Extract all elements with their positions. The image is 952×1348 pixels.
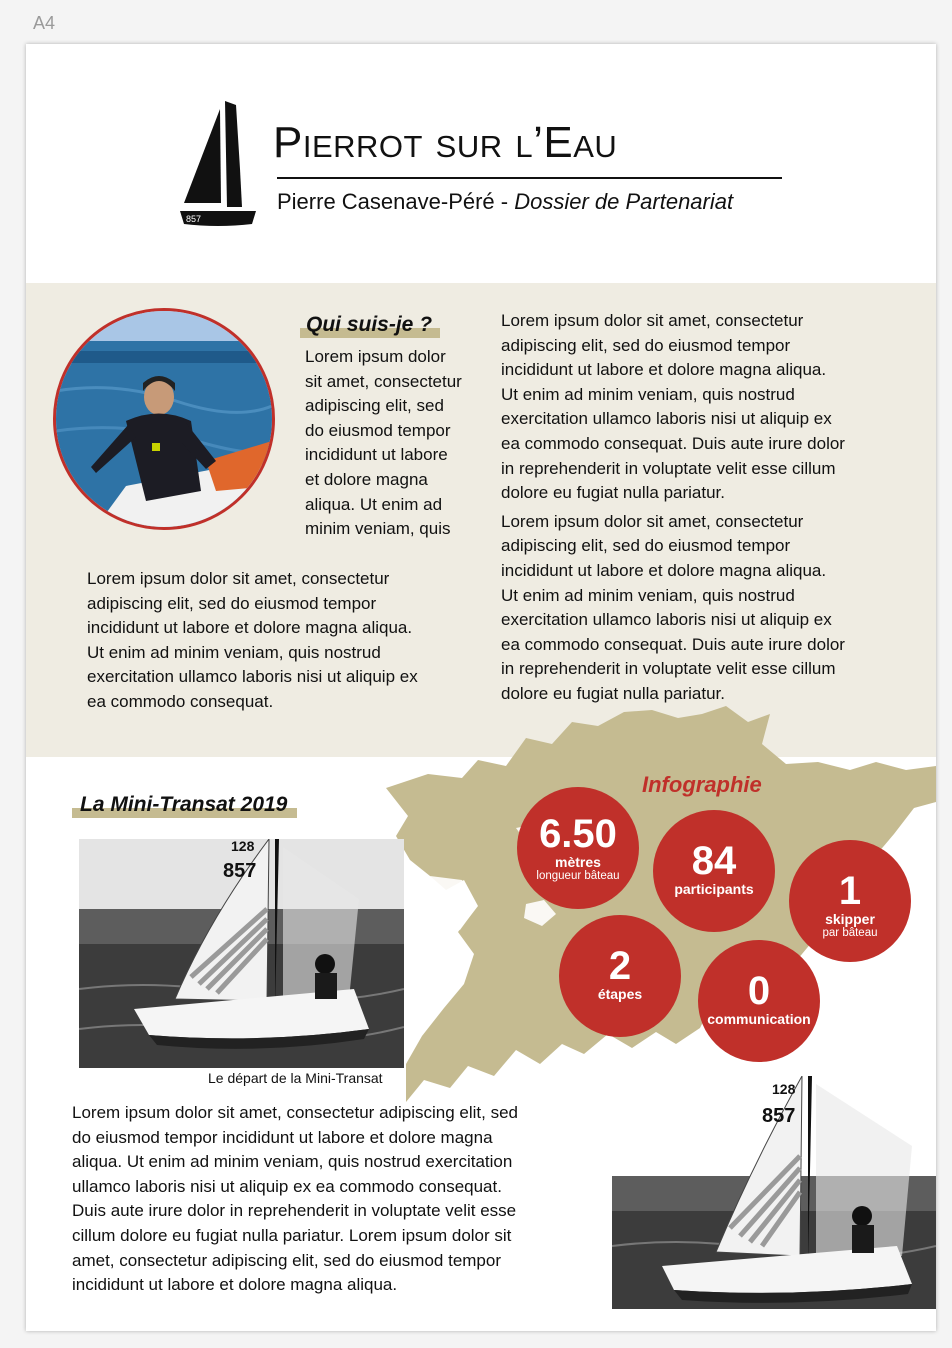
text-line: in reprehenderit in voluptate velit esse cillum — [501, 458, 836, 478]
text-line: in reprehenderit in voluptate velit esse cillum — [501, 659, 836, 679]
stat-label: participants — [674, 881, 754, 897]
stat-sublabel: par bâteau — [822, 927, 878, 939]
about-heading: Qui suis-je ? — [300, 312, 440, 338]
text-line: adipiscing elit, sed do eiusmod tempor — [501, 335, 791, 355]
logo-sail-number: 857 — [186, 214, 202, 224]
text-line: cillum dolore eu fugiat nulla pariatur. Lorem ipsum dolor sit — [72, 1225, 512, 1245]
about-intro-text — [305, 345, 515, 542]
stat-stages — [559, 915, 681, 1037]
stat-communication — [698, 940, 820, 1062]
sailboat-logo-icon — [180, 99, 264, 227]
text-line: exercitation ullamco laboris nisi ut aliquip ex — [87, 667, 418, 687]
stat-value: 2 — [608, 944, 632, 988]
text-line: incididunt ut labore — [305, 445, 448, 465]
text-line: Duis aute irure dolor in reprehenderit in voluptate velit esse — [72, 1201, 517, 1221]
stat-boat-length — [517, 787, 639, 909]
text-line: aliqua. Ut enim ad — [305, 494, 443, 514]
text-line: Lorem ipsum dolor sit amet, consectetur — [87, 569, 390, 588]
stat-label: skipper — [825, 911, 875, 927]
text-line: et dolore magna — [305, 469, 428, 489]
sailboat-photo-illustration-2 — [612, 1076, 936, 1309]
photo2-top-number: 128 — [772, 1081, 796, 1097]
text-line: dolore eu fugiat nulla pariatur. — [501, 483, 725, 503]
text-line: ea commodo consequat. — [87, 691, 274, 711]
text-line: adipiscing elit, sed — [305, 396, 444, 416]
a4-page — [26, 44, 936, 1331]
stat-skipper — [789, 840, 911, 962]
stat-label: communication — [707, 1011, 811, 1027]
photo2-sail-number: 857 — [762, 1105, 796, 1127]
text-line: sit amet, consectetur — [305, 371, 462, 391]
text-line: ea commodo consequat. Duis aute irure dolor — [501, 634, 845, 654]
race-body-text — [72, 1101, 592, 1298]
stat-value: 84 — [691, 839, 737, 883]
brand-title: Pierrot sur l’Eau — [273, 118, 618, 167]
photo-top-number: 128 — [231, 839, 255, 854]
infographic-title: Infographie — [642, 772, 762, 797]
text-line: incididunt ut labore et dolore magna aliqua. — [501, 360, 827, 380]
text-line: aliqua. Ut enim ad minim veniam, quis nostrud exercitation — [72, 1152, 513, 1172]
text-line: Lorem ipsum dolor sit amet, consectetur adipiscing elit, sed — [72, 1103, 518, 1122]
text-line: incididunt ut labore et dolore magna aliqua. — [87, 618, 413, 638]
stat-label: étapes — [597, 986, 643, 1002]
text-line: Ut enim ad minim veniam, quis nostrud — [87, 642, 381, 662]
about-right-paragraphs — [501, 309, 911, 707]
text-line: ullamco laboris nisi ut aliquip ex ea commodo consequat. — [72, 1176, 502, 1196]
photo-caption: Le départ de la Mini-Transat — [208, 1070, 383, 1086]
text-line: Lorem ipsum dolor sit amet, consectetur — [501, 511, 804, 531]
text-line: adipiscing elit, sed do eiusmod tempor — [87, 593, 377, 613]
text-line: exercitation ullamco laboris nisi ut aliquip ex — [501, 610, 832, 630]
text-line: incididunt ut labore et dolore magna aliqua. — [72, 1275, 398, 1295]
text-line: amet, consectetur adipiscing elit, sed do eiusmod tempor — [72, 1250, 502, 1270]
stat-value: 1 — [838, 869, 862, 913]
text-line: exercitation ullamco laboris nisi ut aliquip ex — [501, 409, 832, 429]
text-line: Lorem ipsum dolor sit amet, consectetur — [501, 311, 804, 330]
text-line: minim veniam, quis — [305, 519, 451, 539]
text-line: do eiusmod tempor — [305, 420, 451, 440]
text-line: dolore eu fugiat nulla pariatur. — [501, 683, 725, 703]
brand-subtitle — [277, 187, 733, 217]
stat-participants — [653, 810, 775, 932]
about-left-paragraph — [87, 567, 487, 715]
race-secondary-photo — [612, 1076, 936, 1309]
text-line: incididunt ut labore et dolore magna aliqua. — [501, 560, 827, 580]
text-line: do eiusmod tempor incididunt ut labore et dolore magna — [72, 1127, 493, 1147]
subtitle-document-type: Dossier de Partenariat — [514, 189, 734, 214]
portrait-illustration — [56, 311, 272, 527]
canvas-size-label: A4 — [33, 13, 56, 33]
portrait-photo — [53, 308, 275, 530]
text-line: Lorem ipsum dolor — [305, 347, 446, 366]
race-start-photo — [79, 839, 404, 1068]
text-line: Ut enim ad minim veniam, quis nostrud — [501, 585, 795, 605]
photo-sail-number: 857 — [223, 860, 257, 882]
text-line: Ut enim ad minim veniam, quis nostrud — [501, 384, 795, 404]
sailboat-photo-illustration — [79, 839, 404, 1068]
stat-sublabel: longueur bâteau — [536, 870, 620, 882]
stat-value: 0 — [747, 969, 771, 1013]
text-line: ea commodo consequat. Duis aute irure dolor — [501, 433, 845, 453]
stat-label: mètres — [555, 854, 601, 870]
stat-value: 6.50 — [539, 812, 617, 856]
subtitle-author: Pierre Casenave-Péré - — [277, 189, 515, 214]
race-heading: La Mini-Transat 2019 — [72, 792, 297, 818]
title-divider — [277, 177, 782, 179]
text-line: adipiscing elit, sed do eiusmod tempor — [501, 536, 791, 556]
